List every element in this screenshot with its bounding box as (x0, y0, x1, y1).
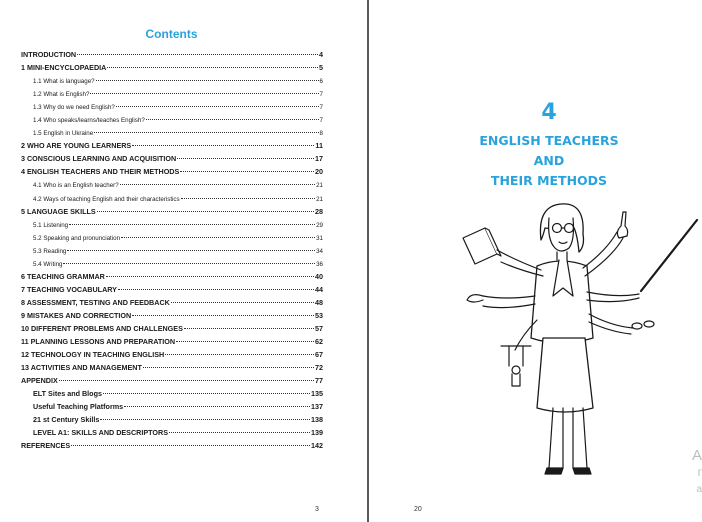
toc-entry-label: 1.2 What is English? (33, 91, 90, 99)
toc-leader-dots (180, 163, 314, 172)
toc-leader-dots (177, 150, 314, 159)
toc-entry-page: 138 (311, 415, 323, 425)
toc-entry-page: 137 (311, 402, 323, 412)
toc-entry-page: 4 (319, 50, 323, 59)
right-page-number: 20 (414, 506, 422, 513)
toc-entry-page: 53 (315, 310, 323, 320)
toc-entry-page: 57 (315, 323, 323, 333)
toc-entry-label: APPENDIX (21, 376, 58, 386)
toc-entry-page: 8 (319, 130, 323, 138)
toc-leader-dots (106, 268, 314, 277)
toc-leader-dots (96, 72, 319, 81)
toc-leader-dots (169, 424, 310, 433)
toc-entry-label: 1.5 English in Ukraine (33, 130, 94, 138)
toc-leader-dots (67, 242, 315, 251)
toc-entry-page: 20 (315, 167, 323, 177)
chapter-title-line: ENGLISH TEACHERS (479, 133, 619, 148)
chapter-title (449, 131, 649, 191)
toc-entry-page: 62 (315, 337, 323, 347)
toc-entry-label: 8 ASSESSMENT, TESTING AND FEEDBACK (21, 297, 170, 307)
toc-leader-dots (176, 333, 314, 342)
watermark-text: A г a (691, 447, 702, 495)
toc-entry-page: 40 (315, 271, 323, 281)
toc-entry-label: Useful Teaching Platforms (33, 402, 124, 412)
toc-entry-label: 4 ENGLISH TEACHERS AND THEIR METHODS (21, 167, 180, 177)
toc-leader-dots (100, 411, 310, 420)
toc-leader-dots (171, 294, 314, 303)
toc-entry-page: 142 (311, 441, 323, 451)
puppet-icon (501, 346, 531, 386)
toc-entry-label: 2 WHO ARE YOUNG LEARNERS (21, 141, 132, 151)
toc-entry-page: 31 (316, 234, 323, 242)
toc-entry-page: 44 (315, 284, 323, 294)
toc-entry-label: 7 TEACHING VOCABULARY (21, 284, 117, 294)
toc-entry-page: 7 (319, 104, 323, 112)
toc-entry-label: REFERENCES (21, 441, 71, 451)
toc-leader-dots (116, 98, 319, 107)
toc-leader-dots (97, 203, 314, 212)
toc-entry-label: 1.1 What is language? (33, 78, 95, 86)
toc-leader-dots (184, 320, 314, 329)
toc-entry-label: ELT Sites and Blogs (33, 389, 102, 399)
toc-entry-label: 13 ACTIVITIES AND MANAGEMENT (21, 363, 142, 373)
skirt-shape (537, 338, 593, 412)
toc-entry-label: 1 MINI-ENCYCLOPAEDIA (21, 63, 107, 73)
toc-leader-dots (59, 372, 314, 381)
teacher-illustration (461, 196, 701, 496)
toc-entry-label: 12 TECHNOLOGY IN TEACHING ENGLISH (21, 350, 165, 360)
toc-entry-label: 4.1 Who is an English teacher? (33, 182, 119, 190)
toc-entry-label: 3 CONSCIOUS LEARNING AND ACQUISITION (21, 154, 177, 164)
toc-leader-dots (90, 85, 318, 94)
toc-entry-page: 7 (319, 91, 323, 99)
toc-leader-dots (132, 307, 314, 316)
toc-leader-dots (69, 216, 315, 225)
toc-leader-dots (71, 437, 310, 446)
toc-entry-label: LEVEL A1: SKILLS AND DESCRIPTORS (33, 428, 168, 438)
toc-leader-dots (121, 229, 315, 238)
toc-leader-dots (103, 385, 310, 394)
toc-entry-page: 28 (315, 206, 323, 216)
toc-entry-label: 4.2 Ways of teaching English and their characteristics (33, 195, 180, 203)
raised-hand-icon (617, 212, 627, 238)
toc-entry-label: INTRODUCTION (21, 50, 77, 59)
toc-entry-label: 9 MISTAKES AND CORRECTION (21, 310, 132, 320)
toc-entry (21, 439, 323, 452)
toc-entry-page: 7 (319, 117, 323, 125)
chapter-number: 4 (541, 100, 557, 125)
left-page-number: 3 (315, 506, 319, 513)
table-of-contents (21, 48, 323, 452)
chapter-title-line: AND (533, 153, 565, 168)
toc-entry-label: 21 st Century Skills (33, 415, 100, 425)
toc-leader-dots (120, 176, 315, 185)
book-icon (463, 228, 501, 264)
toc-entry-label: 11 PLANNING LESSONS AND PREPARATION (21, 337, 176, 347)
toc-entry-label: 5.4 Writing (33, 260, 63, 268)
shoe-icon (545, 468, 563, 474)
toc-entry-page: 48 (315, 297, 323, 307)
toc-entry-page: 6 (319, 78, 323, 86)
toc-entry-page: 34 (316, 247, 323, 255)
toc-entry-label: 6 TEACHING GRAMMAR (21, 271, 105, 281)
toc-entry-page: 135 (311, 389, 323, 399)
toc-entry-page: 72 (315, 363, 323, 373)
toc-entry-label: 5.2 Speaking and pronunciation (33, 234, 121, 242)
toc-entry-page: 67 (315, 350, 323, 360)
toc-leader-dots (146, 111, 319, 120)
toc-entry-label: 5 LANGUAGE SKILLS (21, 206, 96, 216)
pointer-stick-icon (641, 220, 697, 291)
contents-title: Contents (145, 27, 198, 41)
toc-entry-label: 10 DIFFERENT PROBLEMS AND CHALLENGES (21, 323, 183, 333)
chapter-title-line: THEIR METHODS (490, 173, 608, 188)
toc-entry-label: 5.1 Listening (33, 221, 69, 229)
toc-leader-dots (94, 124, 318, 133)
toc-leader-dots (118, 281, 314, 290)
toc-leader-dots (165, 346, 314, 355)
toc-entry-label: 1.3 Why do we need English? (33, 104, 115, 112)
toc-entry-page: 36 (316, 260, 323, 268)
toc-leader-dots (181, 190, 315, 199)
toc-entry-label: 5.3 Reading (33, 247, 67, 255)
toc-leader-dots (143, 359, 314, 368)
toc-leader-dots (124, 398, 310, 407)
toc-entry-page: 21 (316, 195, 323, 203)
toc-leader-dots (77, 46, 318, 55)
toc-entry-page: 77 (315, 376, 323, 386)
eyeglasses-icon (632, 321, 654, 329)
toc-entry-page: 21 (316, 182, 323, 190)
toc-entry-page: 139 (311, 428, 323, 438)
toc-entry-page: 29 (316, 221, 323, 229)
toc-leader-dots (132, 137, 314, 146)
toc-entry-page: 17 (315, 154, 323, 164)
toc-entry-page: 5 (319, 63, 323, 73)
toc-leader-dots (63, 255, 315, 264)
toc-entry-label: 1.4 Who speaks/learns/teaches English? (33, 117, 145, 125)
right-page (369, 0, 700, 522)
toc-entry-page: 11 (315, 141, 323, 151)
toc-leader-dots (107, 59, 318, 68)
